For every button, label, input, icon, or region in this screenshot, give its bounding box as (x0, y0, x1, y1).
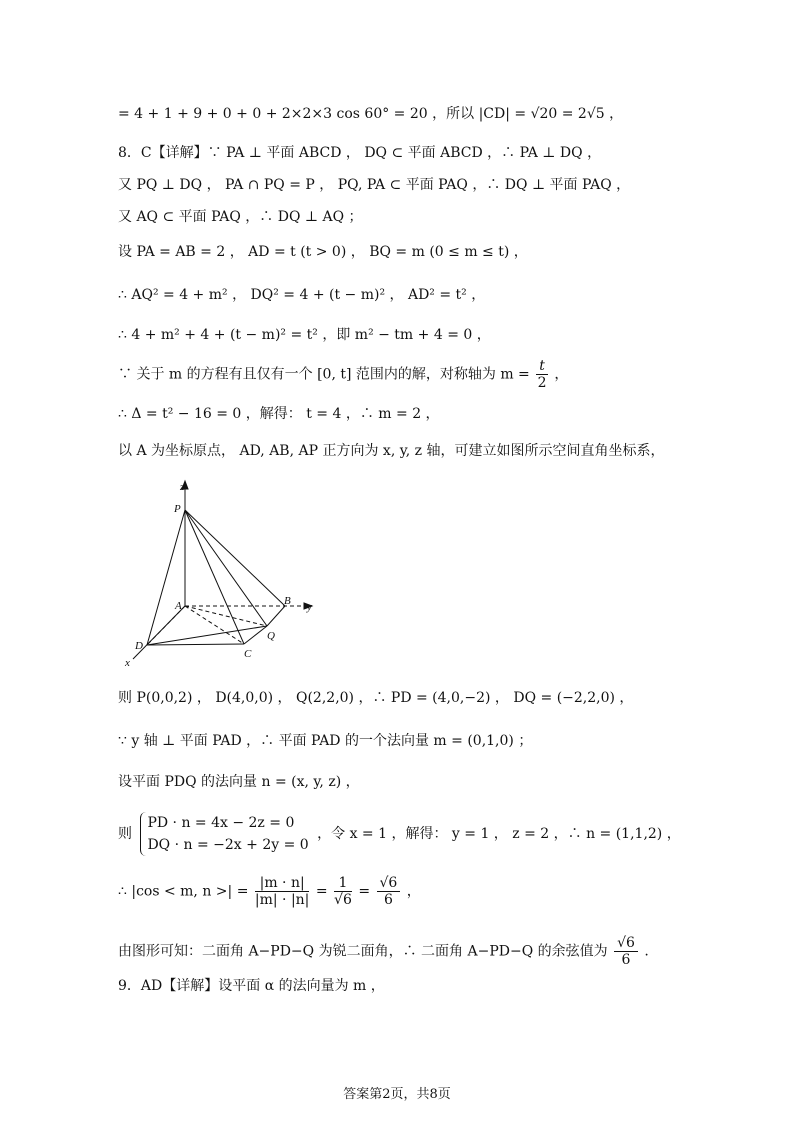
frac-den: 2 (537, 375, 547, 391)
label-D: D (135, 640, 143, 652)
text-line-5: 设 PA = AB = 2 ， AD = t (t > 0) ， BQ = m (0 ≤ m ≤ t) ， (118, 244, 528, 260)
frac-num: √6 (614, 935, 638, 952)
frac-den: |m| · |n| (254, 892, 310, 908)
label-P: P (174, 503, 181, 515)
line14-then: 则 (118, 826, 132, 842)
text-line-16 (118, 935, 649, 968)
text-line-9: ∴ Δ = t² − 16 = 0 ，解得： t = 4 ，∴ m = 2 ， (118, 406, 440, 422)
fraction-sqrt6-over-6 (377, 875, 401, 908)
edge-DC (147, 644, 244, 645)
line15-lhs: ∴ |cos < m, n >| = (118, 883, 249, 900)
label-B: B (284, 595, 291, 607)
text-line-14 (118, 812, 681, 856)
edge-QB (267, 606, 285, 626)
text-line-2: 8．C【详解】∵ PA ⊥ 平面 ABCD ， DQ ⊂ 平面 ABCD ，∴ PA ⊥ DQ ， (118, 145, 602, 161)
text-line-11: 则 P(0,0,2) ， D(4,0,0) ， Q(2,2,0) ，∴ PD = (4,0,−2) ， DQ = (−2,2,0) ， (118, 690, 634, 706)
text-line-13: 设平面 PDQ 的法向量 n = (x, y, z) ， (118, 774, 360, 790)
fraction-1-over-sqrt6 (334, 875, 352, 908)
page-footer: 答案第2页，共8页 (343, 1087, 451, 1102)
line16-end: . (644, 943, 649, 960)
frac-num: t (536, 358, 548, 375)
text-line-8 (118, 358, 568, 391)
text-line-4: 又 AQ ⊂ 平面 PAQ ，∴ DQ ⊥ AQ ； (118, 209, 363, 225)
edge-PQ (185, 510, 267, 626)
edge-PB (185, 510, 285, 606)
line15-eq2: = (358, 883, 371, 900)
label-x: x (125, 657, 130, 668)
frac-den: 6 (621, 952, 631, 968)
fraction-mn (255, 875, 310, 908)
equation-system (140, 812, 308, 856)
text-line-3: 又 PQ ⊥ DQ ， PA ∩ PQ = P ， PQ, PA ⊂ 平面 PAQ ，∴ DQ ⊥ 平面 PAQ ， (118, 177, 631, 193)
fraction-t-over-2 (536, 358, 548, 391)
coordinate-figure (122, 478, 322, 668)
frac-den: √6 (334, 892, 352, 908)
frac-den: 6 (383, 892, 393, 908)
text-line-1: = 4 + 1 + 9 + 0 + 0 + 2×2×3 cos 60° = 20 ，所以 |CD| = √20 = 2√5 ， (118, 106, 624, 122)
label-A: A (175, 600, 182, 612)
equation-row-2: DQ · n = −2x + 2y = 0 (147, 837, 309, 853)
label-C: C (244, 648, 252, 660)
text-line-10: 以 A 为坐标原点， AD, AB, AP 正方向为 x, y, z 轴，可建立如图所示空间直角坐标系， (118, 443, 665, 459)
frac-num: |m · n| (255, 875, 310, 892)
line15-eq1: = (315, 883, 328, 900)
text-line-7: ∴ 4 + m² + 4 + (t − m)² = t² ，即 m² − tm + 4 = 0 ， (118, 327, 491, 343)
text-line-6: ∴ AQ² = 4 + m² ， DQ² = 4 + (t − m)² ， AD² = t² ， (118, 287, 486, 303)
label-y: y (307, 601, 312, 613)
frac-num: √6 (377, 875, 401, 892)
edge-PC (185, 510, 244, 644)
line8-end: ， (554, 366, 569, 383)
line16-text: 由图形可知：二面角 A−PD−Q 为锐二面角，∴ 二面角 A−PD−Q 的余弦值为 (118, 943, 608, 960)
label-Q: Q (267, 630, 275, 642)
text-line-12: ∵ y 轴 ⊥ 平面 PAD ，∴ 平面 PAD 的一个法向量 m = (0,1,0) ； (118, 733, 533, 749)
text-line-15 (118, 875, 421, 908)
line15-end: ， (406, 883, 421, 900)
fraction-sqrt6-over-6-b (614, 935, 638, 968)
label-z: z (180, 481, 185, 493)
equation-row-1: PD · n = 4x − 2z = 0 (147, 815, 295, 831)
frac-num: 1 (334, 875, 352, 892)
line14-rest: ，令 x = 1 ，解得： y = 1 ， z = 2 ，∴ n = (1,1,2) ， (317, 826, 681, 842)
edge-DQ (147, 626, 267, 645)
text-line-17: 9．AD【详解】设平面 α 的法向量为 m ， (118, 978, 385, 994)
line8-text: ∵ 关于 m 的方程有且仅有一个 [0, t] 范围内的解，对称轴为 m = (118, 366, 530, 383)
